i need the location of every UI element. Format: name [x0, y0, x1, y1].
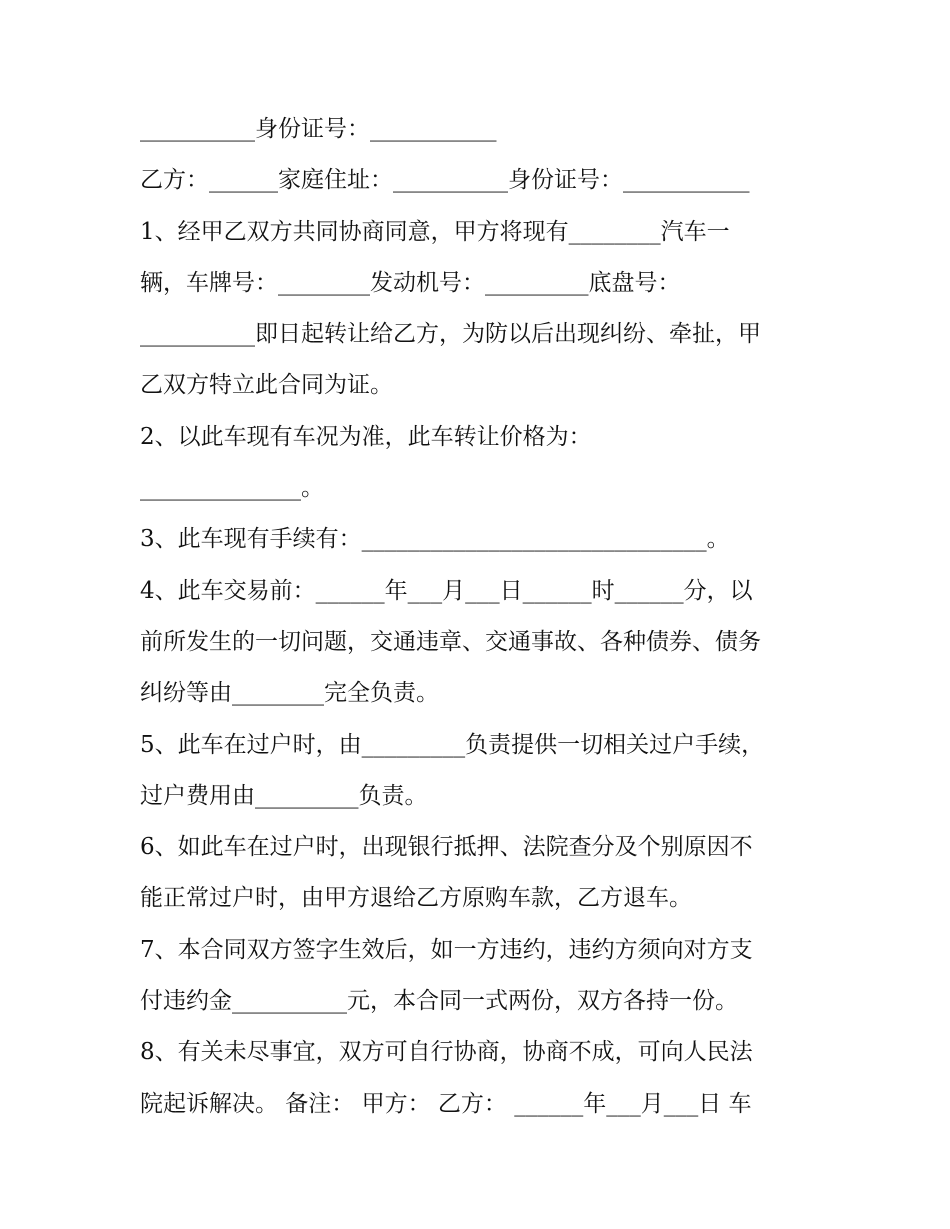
clause-5-line-2: 过户费用由_________负责。: [140, 782, 428, 809]
clause-2-line-2: ______________。: [140, 475, 324, 502]
clause-1-line-3: __________即日起转让给乙方，为防以后出现纠纷、牵扯，甲: [140, 321, 761, 348]
clause-4-line-2: 前所发生的一切问题，交通违章、交通事故、各种债券、债务: [140, 628, 761, 655]
clause-3-line: 3、此车现有手续有：______________________________。: [140, 526, 730, 553]
clause-7-line-2: 付违约金__________元，本合同一式两份，双方各持一份。: [140, 988, 738, 1015]
clause-2-line-1: 2、以此车现有车况为准，此车转让价格为：: [140, 423, 592, 450]
clause-1-line-4: 乙双方特立此合同为证。: [140, 372, 393, 399]
clause-8-line-2: 院起诉解决。 备注： 甲方： 乙方： ______年___月___日 车: [140, 1090, 752, 1117]
contract-body: [140, 104, 820, 1130]
clause-1-line-1: 1、经甲乙双方共同协商同意，甲方将现有________汽车一: [140, 218, 730, 245]
clause-4-line-3: 纠纷等由________完全负责。: [140, 680, 439, 707]
clause-1-line-2: 辆，车牌号：________发动机号：_________底盘号：: [140, 269, 681, 296]
id-number-line: __________身份证号：___________: [140, 116, 497, 142]
party-b-line: 乙方：______家庭住址：__________身份证号：___________: [140, 167, 750, 194]
clause-7-line-1: 7、本合同双方签字生效后，如一方违约，违约方须向对方支: [140, 936, 753, 963]
clause-6-line-1: 6、如此车在过户时，出现银行抵押、法院查分及个别原因不: [140, 834, 753, 861]
clause-5-line-1: 5、此车在过户时，由_________负责提供一切相关过户手续，: [140, 731, 765, 758]
clause-4-line-1: 4、此车交易前：______年___月___日______时______分，以: [140, 577, 753, 604]
clause-8-line-1: 8、有关未尽事宜，双方可自行协商，协商不成，可向人民法: [140, 1039, 753, 1066]
clause-6-line-2: 能正常过户时，由甲方退给乙方原购车款，乙方退车。: [140, 885, 692, 912]
